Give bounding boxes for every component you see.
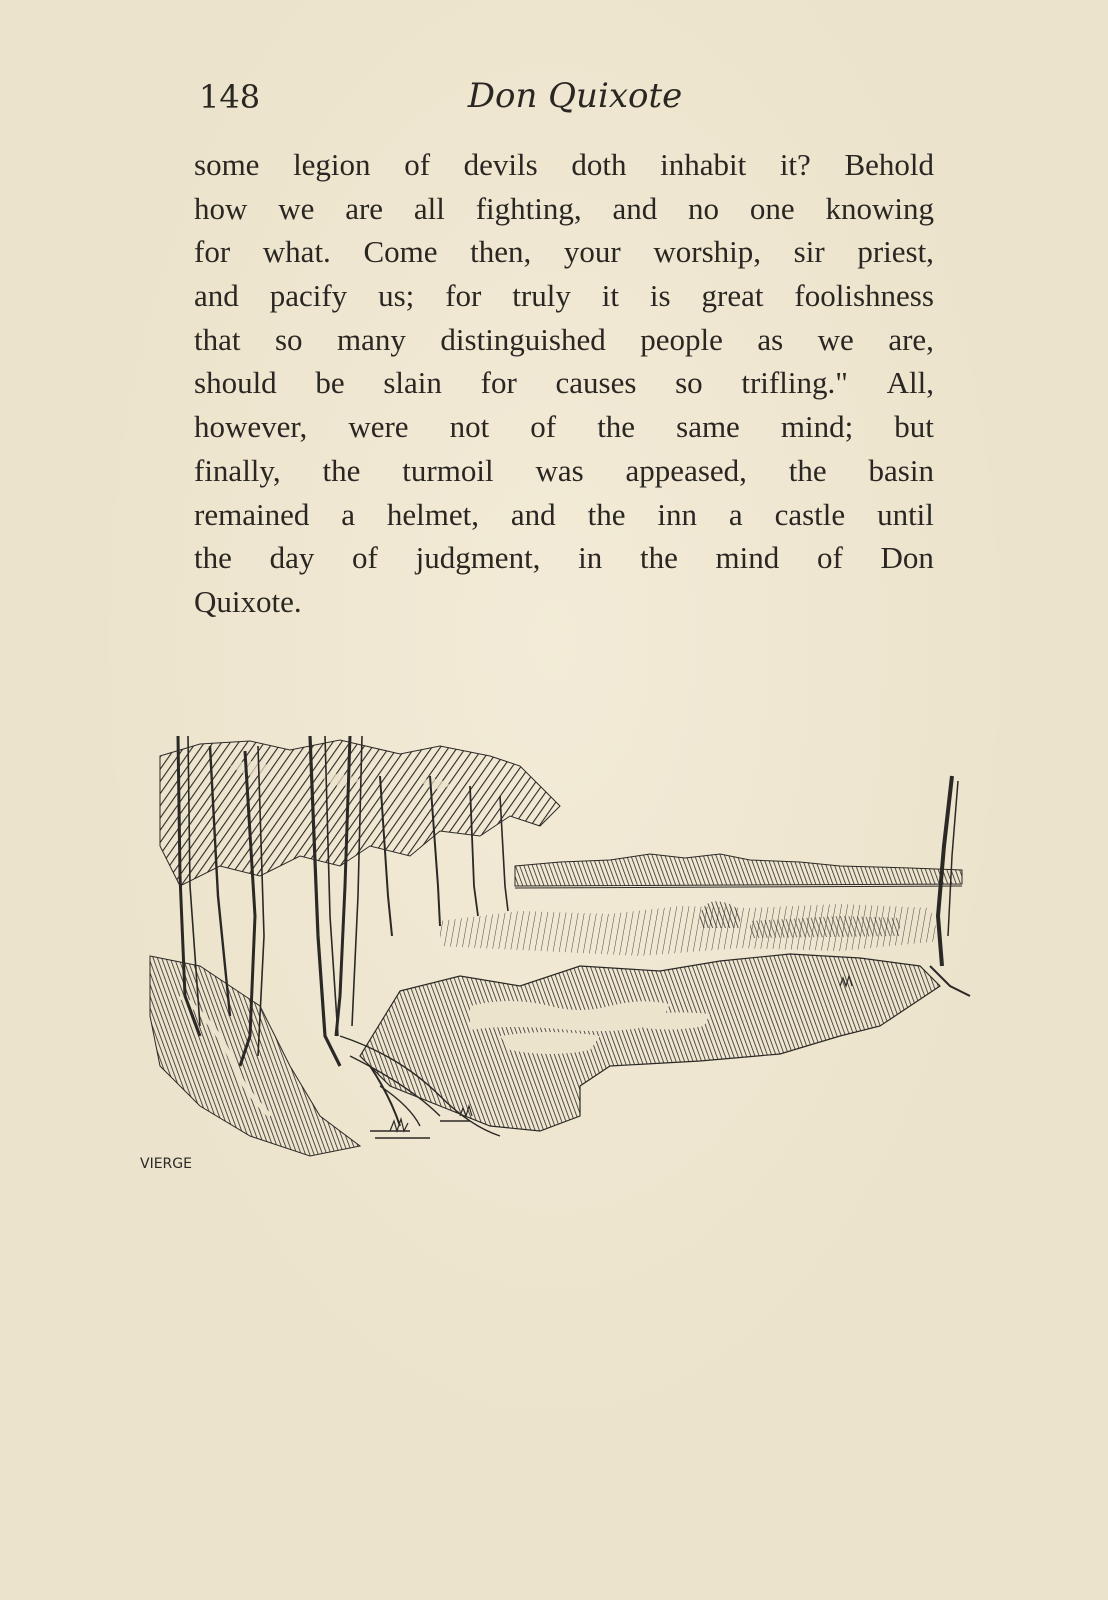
word: however, <box>194 409 308 445</box>
word: doth <box>571 147 627 182</box>
middle-ground <box>440 901 940 956</box>
text-line: Quixote. <box>194 583 302 619</box>
word: inn <box>657 496 697 532</box>
word: the <box>788 452 827 488</box>
word: until <box>877 496 934 532</box>
word: the <box>597 409 636 445</box>
word: same <box>676 409 740 445</box>
word: appeased, <box>625 452 747 488</box>
word: and <box>612 190 658 226</box>
word: finally, <box>194 452 281 488</box>
word: are <box>345 190 384 226</box>
page-header <box>195 72 935 122</box>
word: so <box>274 321 303 357</box>
word: some <box>194 147 260 182</box>
word: sir <box>793 234 825 270</box>
text-line <box>194 318 934 362</box>
word: many <box>337 321 406 357</box>
word: your <box>563 234 621 270</box>
word: were <box>348 409 409 445</box>
word: the <box>639 540 678 576</box>
text-line <box>194 361 934 405</box>
word: we <box>278 190 315 226</box>
word: not <box>449 409 490 445</box>
word: no <box>688 190 720 226</box>
word: is <box>649 278 671 314</box>
text-line <box>194 493 934 537</box>
word: for <box>194 234 231 270</box>
word: then, <box>470 234 532 270</box>
word: be <box>315 365 345 401</box>
text-line <box>194 143 934 187</box>
word: mind <box>715 540 780 576</box>
word: basin <box>868 452 934 488</box>
artist-signature: VIERGE <box>140 1156 192 1172</box>
foreground-ground <box>360 954 940 1131</box>
word: for <box>445 278 482 314</box>
word: that <box>194 321 241 357</box>
text-line <box>194 230 934 274</box>
word: legion <box>293 147 371 182</box>
word: in <box>578 540 603 576</box>
word: knowing <box>825 190 934 226</box>
word: the <box>194 540 232 576</box>
word: for <box>480 365 517 401</box>
text-line <box>194 274 934 318</box>
body-text <box>194 143 934 624</box>
word: a <box>341 496 355 532</box>
word: causes <box>555 365 637 401</box>
word: castle <box>774 496 846 532</box>
word: inhabit <box>660 147 747 182</box>
word: foolishness <box>794 278 934 314</box>
text-line <box>194 536 934 580</box>
word: should <box>194 365 277 401</box>
word: all <box>413 190 445 226</box>
page-number: 148 <box>199 78 261 116</box>
word: was <box>535 452 584 488</box>
word: so <box>675 365 703 401</box>
word: it? <box>779 147 811 182</box>
word: worship, <box>653 234 762 270</box>
word: truly <box>512 278 571 314</box>
running-title: Don Quixote <box>467 76 683 116</box>
word: are, <box>888 321 934 357</box>
word: Come <box>363 234 438 270</box>
word: of <box>352 540 378 576</box>
word: us; <box>378 278 415 314</box>
word: slain <box>383 365 442 401</box>
word: a <box>728 496 743 532</box>
word: people <box>640 321 723 357</box>
word: pacify <box>269 278 348 314</box>
word: the <box>587 496 626 532</box>
word: day <box>269 540 315 576</box>
word: as <box>757 321 784 357</box>
word: Behold <box>844 147 934 182</box>
word: remained <box>194 496 310 532</box>
word: we <box>817 321 854 357</box>
word: trifling." <box>741 365 848 401</box>
word: helmet, <box>386 496 480 532</box>
word: mind; <box>780 409 854 445</box>
word: fighting, <box>475 190 582 226</box>
word: priest, <box>857 234 934 270</box>
word: judgment, <box>415 540 541 576</box>
text-line <box>194 405 934 449</box>
word: of <box>530 409 557 445</box>
word: distinguished <box>440 321 606 357</box>
word: of <box>404 147 431 182</box>
text-line <box>194 449 934 493</box>
word: great <box>701 278 764 314</box>
word: what. <box>262 234 331 270</box>
word: the <box>322 452 361 488</box>
word: and <box>510 496 556 532</box>
text-line <box>194 187 934 231</box>
word: Don <box>880 540 934 576</box>
word: and <box>194 278 239 314</box>
word: devils <box>463 147 538 182</box>
word: but <box>894 409 934 445</box>
word: All, <box>886 365 934 401</box>
word: one <box>749 190 795 226</box>
distant-hills <box>515 854 962 888</box>
word: turmoil <box>402 452 494 488</box>
word: it <box>601 278 619 314</box>
word: how <box>194 190 248 226</box>
word: of <box>816 540 843 576</box>
landscape-illustration <box>140 736 990 1196</box>
